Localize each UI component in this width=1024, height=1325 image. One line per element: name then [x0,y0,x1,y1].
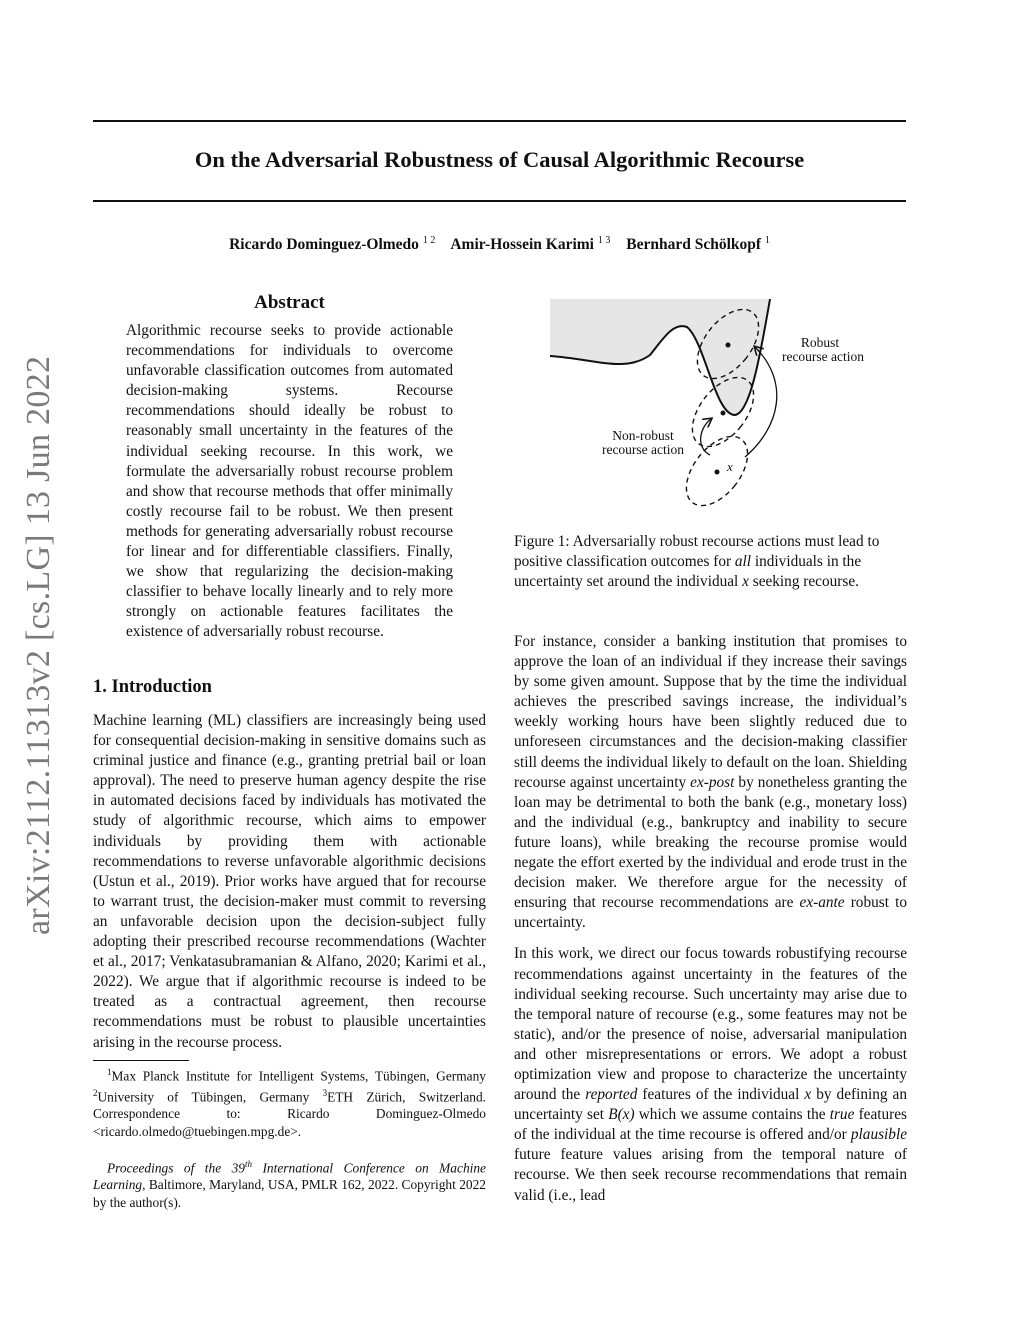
footnote-rule [93,1060,189,1061]
paragraph: In this work, we direct our focus towards robustifying recourse recommendations against uncertainty in the features of the individual seeking recourse. Such uncertainty may arise due to the temporal nature of recourse (e.g., some features may not be static), and/or the presence of noise, adversarial manipulation and other misrepresentations or errors. We adopt a robust optimization view and propose to characterize the uncertainty around the reported features of the individual x by defining an uncertainty set B(x) which we assume contains the true features of the individual at the time recourse is offered and/or plausible future feature values arising from the temporal nature of recourse. We then seek recourse recommendations that remain valid (i.e., lead [514,945,907,1204]
section-heading-introduction: 1. Introduction [93,677,212,697]
negative-region [550,299,770,415]
author-name: Ricardo Dominguez-Olmedo [229,236,419,254]
nonrobust-label: Non-robust [612,428,674,443]
author-affiliation: 1 3 [597,235,611,246]
introduction-text: Machine learning (ML) classifiers are increasingly being used for consequential decision-making in sensitive domains such as criminal justice and finance (e.g., granting pretrial bail or loan approval). The need to preserve human agency despite the rise in automated decisions faced by individuals has motivated the study of algorithmic recourse, which aims to empower individuals by providing them with actionable recommendations to reverse unfavorable algorithmic decisions (Ustun et al., 2019). Prior works have argued that for recourse to warrant trust, the decision-maker must commit to reversing an unfavorable decision upon the decision-subject fully adopting their prescribed recourse recommendations (Wachter et al., 2017; Venkatasubramanian & Alfano, 2020; Karimi et al., 2022). We argue that if algorithmic recourse is indeed to be treated as a contractual agreement, then recourse recommendations must be robust to plausible uncertainties arising in the recourse process. [93,712,486,1051]
figure-caption: Figure 1: Adversarially robust recourse actions must lead to positive classification outcomes for all individuals in the uncertainty set around the individual x seeking recourse. [514,533,880,591]
title-top-rule [93,120,906,122]
individual-point [715,470,720,475]
robust-point [726,343,731,348]
author-list [93,235,906,254]
abstract-text: Algorithmic recourse seeks to provide actionable recommendations for individuals to overcome unfavorable classification outcomes from automated decision-making systems. Recourse recommendations should ideally be robust to reasonably small uncertainty in the features of the individual seeking recourse. In this work, we formulate the adversarially robust recourse problem and show that recourse methods that offer minimally costly recourse fail to be robust. We then present methods for generating adversarially robust recourse for linear and for differentiable classifiers. Finally, we show that regularizing the decision-making classifier to behave locally linearly and to rely more strongly on actionable features facilitates the existence of adversarially robust recourse. [126,322,453,641]
right-column-text [514,632,907,1206]
individual-x-label: x [727,459,733,474]
abstract-heading: Abstract [254,292,325,313]
figure-1-diagram [545,297,885,515]
affiliation-footnote: $^1$Max Planck Institute for Intelligent Systems, Tübingen, Germany $^2$University of Tübingen, Germany $^3$ETH Zürich, Switzerland. Correspondence to: Ricardo Dominguez-Olmedo <ricardo.olmedo@tuebingen.mpg.de>. [93,1067,486,1139]
title-bottom-rule [93,200,906,202]
robust-label: Robust [800,335,840,350]
arxiv-side-label: arXiv:2112.11313v2 [cs.LG] 13 Jun 2022 [20,355,57,935]
author-affiliation: 1 [764,235,770,246]
paper-title: On the Adversarial Robustness of Causal Algorithmic Recourse [194,147,805,172]
nonrobust-point [721,411,726,416]
proceedings-note: Proceedings of the 39th International Conference on Machine Learning, Baltimore, Maryland, USA, PMLR 162, 2022. Copyright 2022 by the author(s). [93,1158,486,1210]
paragraph: For instance, consider a banking institution that promises to approve the loan of an individual if they increase their savings by some given amount. Suppose that by the time the individual achieves the prescribed savings increase, the individual’s weekly working hours have been slightly reduced due to unforeseen circumstances and the decision-making classifier still deems the individual likely to default on the loan. Shielding recourse against uncertainty ex-post by nonetheless granting the loan may be detrimental to both the bank (e.g., monetary loss) and the individual (e.g., bankruptcy and inability to secure future loans), while breaking the recourse promise would negate the effort exerted by the individual and erode trust in the decision maker. We therefore argue for the necessity of ensuring that recourse recommendations are ex-ante robust to uncertainty. [514,633,907,932]
author-name: Bernhard Schölkopf [626,236,762,254]
footnote [93,1064,486,1211]
robust-label: recourse action [781,349,865,364]
author-affiliation: 1 2 [422,235,436,246]
author-name: Amir-Hossein Karimi [450,236,594,254]
nonrobust-label: recourse action [601,442,685,457]
